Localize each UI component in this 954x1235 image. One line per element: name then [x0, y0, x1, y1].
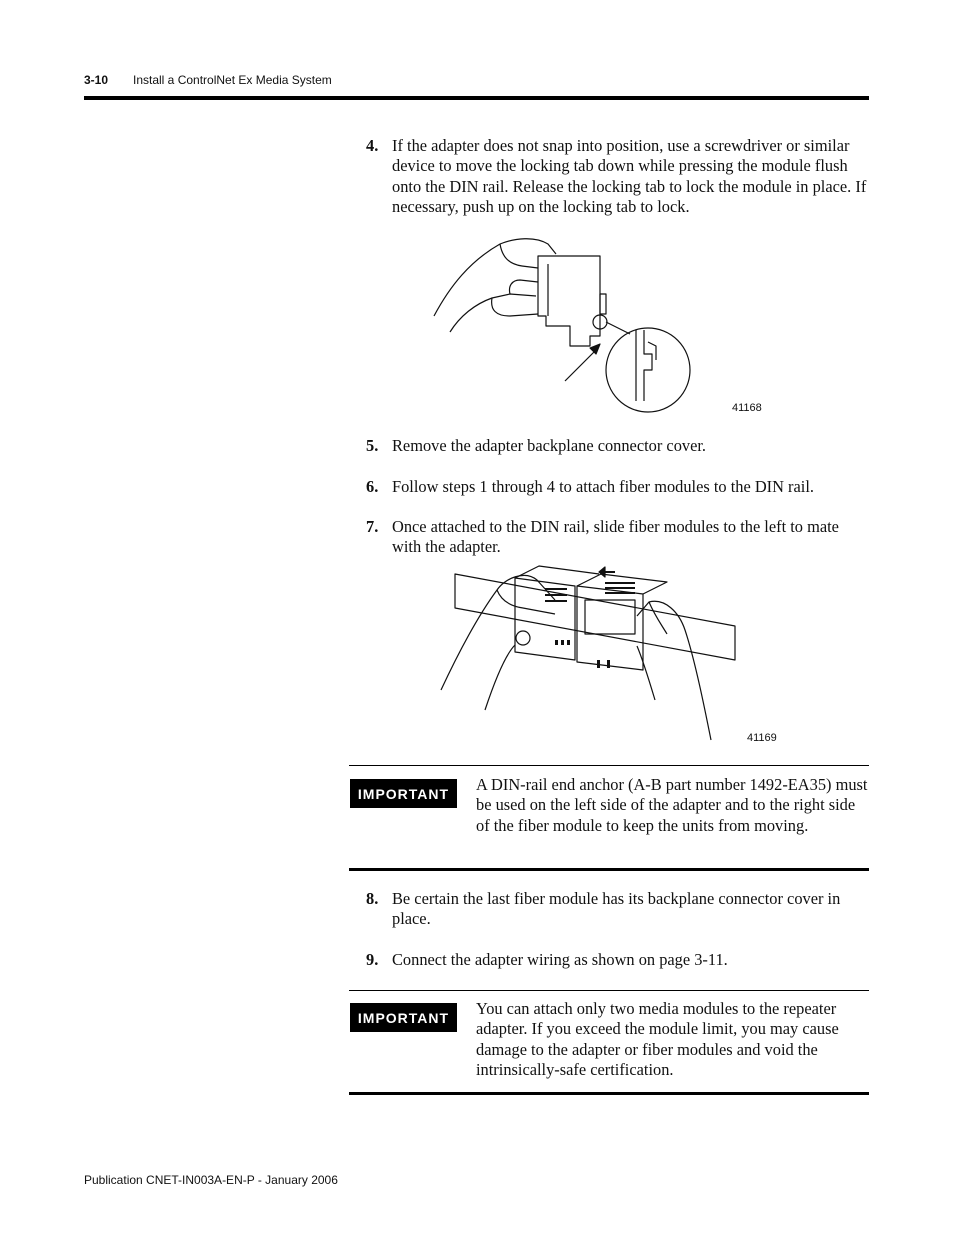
- important-note-text: A DIN-rail end anchor (A-B part number 1492-EA35) must be used on the left side of the adapter and to the right side of the fiber module to keep the units from moving.: [476, 775, 868, 835]
- figure-label: 41168: [732, 402, 762, 414]
- hands-sliding-modules-illustration: [405, 560, 745, 745]
- step-5: [366, 436, 872, 456]
- important-note-text: You can attach only two media modules to the repeater adapter. If you exceed the module limit, you may cause damage to the adapter or fiber modules and void the intrinsically-safe certification.: [476, 999, 839, 1080]
- step-text: Be certain the last fiber module has its backplane connector cover in place.: [392, 889, 841, 929]
- note-top-rule: [349, 765, 869, 766]
- step-number: 4.: [366, 136, 379, 155]
- step-number: 7.: [366, 517, 379, 536]
- step-6: [366, 477, 872, 497]
- page-number: 3-10: [84, 73, 109, 87]
- important-badge: IMPORTANT: [350, 779, 457, 808]
- step-number: 8.: [366, 889, 379, 908]
- step-7: [366, 517, 872, 558]
- step-number: 6.: [366, 477, 379, 496]
- publication-footer: Publication CNET-IN003A-EN-P - January 2006: [84, 1173, 338, 1187]
- step-text: If the adapter does not snap into position, use a screwdriver or similar device to move the locking tab down while pressing the module flush onto the DIN rail. Release the locking tab to lock the module in place. If necessary, push up on the locking tab to lock.: [392, 136, 867, 217]
- figure-locking-tab: [430, 236, 700, 416]
- note-top-rule: [349, 990, 869, 991]
- step-number: 9.: [366, 950, 379, 969]
- step-text: Connect the adapter wiring as shown on page 3-11.: [392, 950, 728, 969]
- step-8: [366, 889, 872, 930]
- step-number: 5.: [366, 436, 379, 455]
- note-bottom-rule: [349, 1092, 869, 1095]
- important-badge: IMPORTANT: [350, 1003, 457, 1032]
- step-text: Remove the adapter backplane connector cover.: [392, 436, 707, 455]
- step-4: [366, 136, 872, 218]
- step-9: [366, 950, 872, 970]
- hand-locking-tab-illustration: [430, 236, 700, 416]
- note-bottom-rule: [349, 868, 869, 871]
- figure-label: 41169: [747, 732, 777, 744]
- figure-slide-modules: [405, 560, 745, 745]
- chapter-title: Install a ControlNet Ex Media System: [133, 73, 332, 87]
- step-text: Follow steps 1 through 4 to attach fiber modules to the DIN rail.: [392, 477, 814, 496]
- step-text: Once attached to the DIN rail, slide fiber modules to the left to mate with the adapter.: [392, 517, 839, 557]
- header-rule: [84, 96, 869, 100]
